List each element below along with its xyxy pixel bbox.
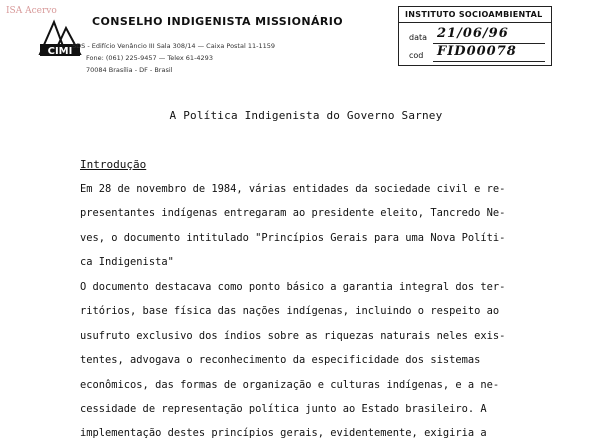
organization-name: CONSELHO INDIGENISTA MISSIONÁRIO (92, 15, 344, 28)
text-line: implementação destes princípios gerais, evidentemente, exigiria a (80, 427, 487, 440)
cimi-logo (36, 14, 88, 60)
text-line: ca Indigenista" (80, 256, 174, 269)
text-line: presentantes indígenas entregaram ao presidente eleito, Tancredo Ne- (80, 207, 506, 220)
stamp-code-label: cod (409, 51, 424, 60)
text-line: ves, o documento intitulado "Princípios Gerais para uma Nova Políti- (80, 231, 506, 244)
text-line: usufruto exclusivo dos índios sobre as riquezas naturais neles exis- (80, 329, 506, 342)
stamp-title: INSTITUTO SOCIOAMBIENTAL (405, 10, 543, 19)
logo-text: CIMI (47, 46, 73, 57)
stamp-code-value: FID00078 (437, 44, 517, 59)
archive-stamp (398, 6, 552, 66)
text-line: econômicos, das formas de organização e culturas indígenas, e a ne- (80, 378, 500, 391)
phone-line: Fone: (061) 225-9457 — Telex 61-4293 (86, 54, 213, 62)
text-line: Em 28 de novembro de 1984, várias entidades da sociedade civil e re- (80, 183, 506, 195)
document-title: A Política Indigenista do Governo Sarney (169, 109, 443, 122)
address-line: SDS - Edifício Venâncio III Sala 308/14 — Caixa Postal 11-1159 (72, 42, 275, 50)
text-line: ritórios, base física das nações indígenas, incluindo o respeito ao (80, 305, 500, 318)
text-line: tentes, advogava o reconhecimento da especificidade dos sistemas (80, 354, 481, 367)
stamp-date-label: data (409, 33, 428, 42)
text-line: O documento destacava como ponto básico a garantia integral dos ter- (80, 281, 506, 293)
section-heading: Introdução (80, 158, 147, 171)
stamp-divider (399, 22, 551, 23)
city-line: 70084 Brasília - DF - Brasil (86, 66, 173, 74)
stamp-date-value: 21/06/96 (437, 26, 509, 41)
paragraph-1 (80, 177, 575, 275)
archive-watermark: ISA Acervo (6, 6, 57, 16)
stamp-code-underline (433, 61, 545, 62)
paragraph-2 (80, 275, 575, 446)
text-line: cessidade de representação política junto ao Estado brasileiro. A (80, 403, 487, 416)
